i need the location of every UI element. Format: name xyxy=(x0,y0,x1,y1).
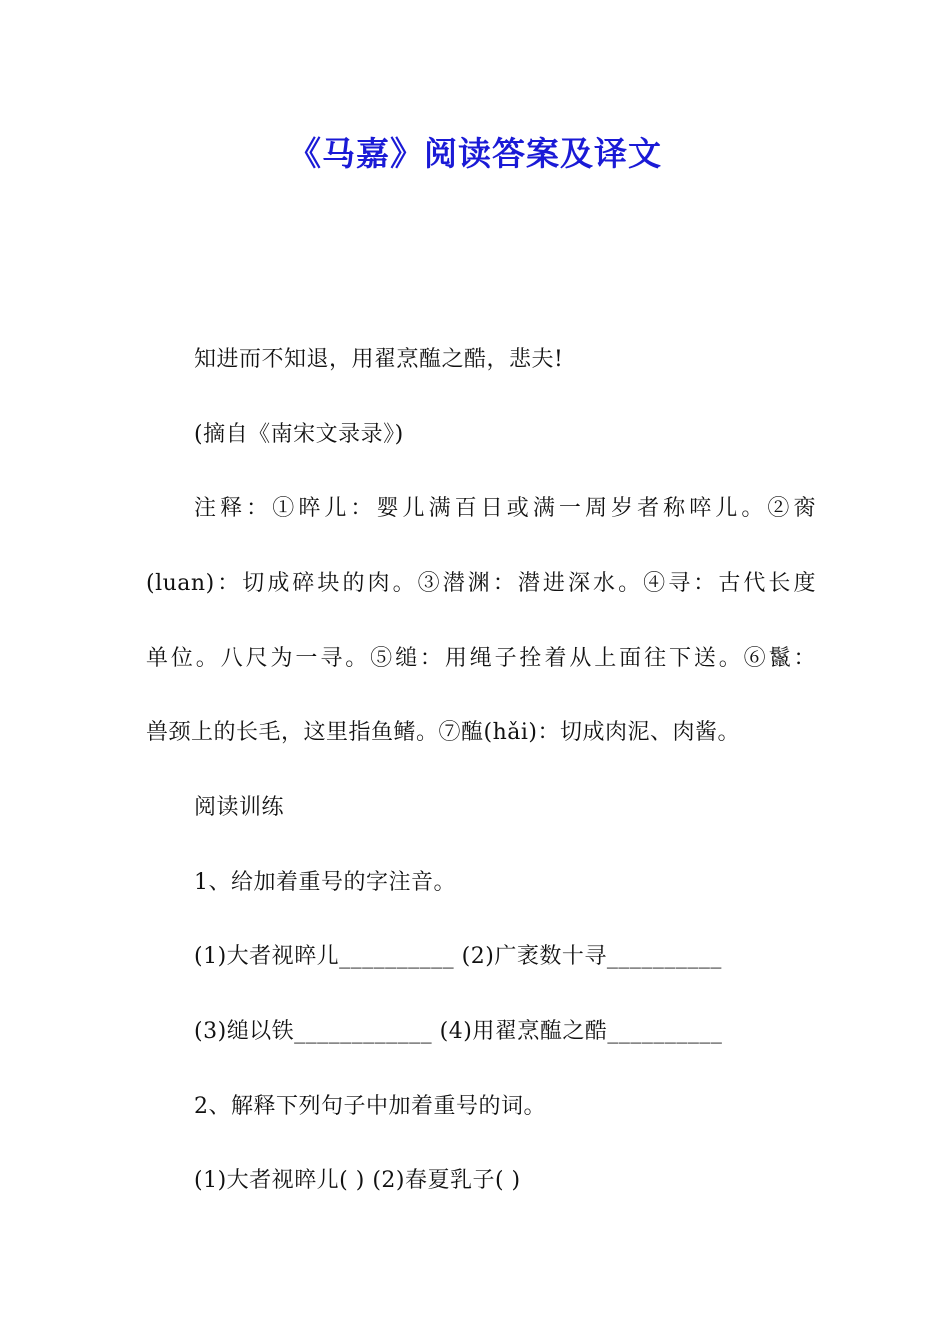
annotation-line: 注释：①晬儿：婴儿满百日或满一周岁者称啐儿。②脔 xyxy=(194,496,816,521)
annotation-line: (luan)：切成碎块的肉。③潜渊：潜进深水。④寻：古代长度 xyxy=(146,571,816,596)
question-line: 1、给加着重号的字注音。 xyxy=(194,870,456,895)
question-line: 2、解释下列句子中加着重号的词。 xyxy=(194,1094,546,1119)
question-line: (3)缒以铁____________ (4)用翟烹醢之酷__________ xyxy=(194,1019,723,1044)
section-heading: 阅读训练 xyxy=(194,795,285,820)
annotation-line: 单位。八尺为一寻。⑤缒：用绳子拴着从上面往下送。⑥鬣： xyxy=(146,646,816,671)
question-line: (1)大者视晬儿__________ (2)广袤数十寻__________ xyxy=(194,944,722,969)
annotation-line: 兽颈上的长毛，这里指鱼鳍。⑦醢(hǎi)：切成肉泥、肉酱。 xyxy=(146,720,740,745)
document-title: 《马嘉》阅读答案及译文 xyxy=(288,134,662,173)
question-line: (1)大者视晬儿( ) (2)春夏乳子( ) xyxy=(194,1168,521,1193)
source-citation: (摘自《南宋文录录》) xyxy=(194,422,404,447)
text-line: 知进而不知退，用翟烹醢之酷，悲夫! xyxy=(194,347,564,372)
